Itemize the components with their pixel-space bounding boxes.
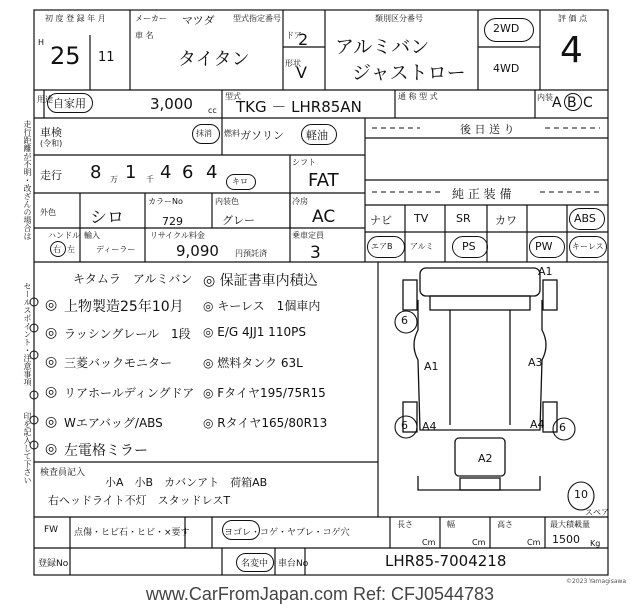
interior-grade-c: C <box>583 95 593 111</box>
ac-label: 冷房 <box>292 197 308 206</box>
height-label: 高さ <box>497 520 513 529</box>
max-load-unit: Kg <box>590 539 601 548</box>
note-1-right: ◎ 保証書車内積込 <box>203 273 318 289</box>
equip-ps: PS <box>462 240 476 253</box>
era-label: H <box>38 38 45 47</box>
body-name-2: ジャストロー <box>352 62 466 84</box>
site-footer: www.CarFromJapan.com Ref: CFJ0544783 <box>145 584 495 604</box>
width-label: 幅 <box>447 520 455 529</box>
maker: マツダ <box>182 14 215 27</box>
maker-label: メーカー <box>135 14 167 23</box>
capacity: 3 <box>310 243 321 263</box>
interior-color: グレー <box>222 214 255 227</box>
inspection-label: 車検 <box>40 126 62 139</box>
shape-label: 形状 <box>285 59 301 68</box>
equip-pw: PW <box>535 240 553 253</box>
note-1: キタムラ アルミバン <box>73 272 193 286</box>
shift-label: シフト <box>292 158 316 167</box>
cc-unit: cc <box>208 106 217 115</box>
damage-mark-a3-right: A3 <box>528 356 543 369</box>
width-unit: Cm <box>472 538 486 547</box>
drive-2wd: 2WD <box>493 22 520 35</box>
fuel-diesel: 軽油 <box>306 129 328 142</box>
note-3-right: ◎ E/G 4JJ1 110PS <box>203 325 306 339</box>
registration-year: 25 <box>50 42 81 70</box>
handle-left: 左 <box>67 245 75 254</box>
mileage-digit-1: 8 <box>90 162 102 183</box>
note-5: リアホールディングドア <box>64 386 195 400</box>
registration-no-label: 登録No <box>38 559 69 569</box>
spare-value: 10 <box>574 488 588 501</box>
spare-label: スペア <box>585 508 609 517</box>
note-6: Wエアバッグ/ABS <box>64 416 163 430</box>
model-designation-label: 型式指定番号 <box>233 14 281 23</box>
evaluation-score: 4 <box>560 30 583 71</box>
inspector-line-1: 小A 小B カバンアト 荷箱AB <box>105 476 268 489</box>
equip-navi: ナビ <box>370 214 392 227</box>
length-label: 長さ <box>397 520 413 529</box>
fw-label: FW <box>44 525 59 535</box>
exterior-color: シロ <box>90 208 124 228</box>
equip-airbag: エアB <box>371 242 393 251</box>
damage-mark-a4-right: A4 <box>530 418 545 431</box>
equip-leather: カワ <box>495 214 517 227</box>
max-load-label: 最大積載量 <box>550 520 590 529</box>
color-no: 729 <box>162 215 183 228</box>
equip-abs: ABS <box>574 212 596 225</box>
import-label: 輸入 <box>84 231 100 240</box>
name-change-label: 名変中 <box>241 559 269 569</box>
first-registration-label: 初 度 登 録 年 月 <box>45 14 106 23</box>
fuel-label: 燃料 <box>224 129 240 138</box>
note-2: 上物製造25年10月 <box>64 299 184 315</box>
recycle-label: リサイクル料金 <box>150 231 205 240</box>
car-name: タイタン <box>178 49 250 70</box>
handle-label: ハンドル <box>48 231 80 240</box>
inspector-watermark: ©2023 Yamagisawa <box>566 578 627 585</box>
chassis-number: LHR85-7004218 <box>385 552 507 570</box>
handle-right: 右 <box>53 245 61 254</box>
deregistered: 抹消 <box>196 129 212 138</box>
interior-grade-b: B <box>567 95 577 111</box>
mileage-digit-3: 4 <box>160 162 172 183</box>
fuel-gasoline: ガソリン <box>240 129 284 142</box>
height-unit: Cm <box>527 538 541 547</box>
max-load: 1500 <box>552 533 580 546</box>
note-7: 左電格ミラー <box>64 443 148 459</box>
mileage-label: 走行 <box>40 169 62 182</box>
damage-mark-6-rear-right: 6 <box>559 421 566 434</box>
length-unit: Cm <box>422 538 436 547</box>
damage-mark-6-rear-left: 6 <box>401 419 408 432</box>
inspector-line-2: 右ヘッドライト不灯 スタッドレスT <box>48 494 231 507</box>
note-2-mark: ◎ <box>45 297 58 313</box>
unit-sen: 千 <box>146 175 154 184</box>
common-type-label: 通 称 型 式 <box>398 92 438 101</box>
damage-mark-6-front: 6 <box>401 314 408 327</box>
car-name-label: 車 名 <box>135 31 154 40</box>
interior-label: 内装 <box>537 93 553 102</box>
note-6-mark: ◎ <box>45 414 58 430</box>
note-4: 三菱バックモニター <box>64 356 173 370</box>
shape: V <box>296 63 307 82</box>
ac: AC <box>312 207 336 227</box>
interior-color-label: 内装色 <box>215 197 239 206</box>
capacity-label: 乗車定員 <box>292 231 324 240</box>
use-label: 用途 <box>37 95 53 104</box>
score-label: 評 価 点 <box>558 14 588 23</box>
reiwa-label: (令和) <box>40 139 63 148</box>
mileage-digit-2: 1 <box>125 162 137 183</box>
damage-mark-a1-left: A1 <box>424 360 439 373</box>
class-number-label: 類別区分番号 <box>375 14 423 23</box>
door-count: 2 <box>298 30 309 49</box>
body-name-1: アルミバン <box>335 36 430 58</box>
note-5-mark: ◎ <box>45 384 58 400</box>
side-label-3: 印を記入して下さい <box>23 412 32 484</box>
equip-tv: TV <box>414 212 429 225</box>
color-no-label: カラーNo <box>148 197 183 206</box>
unit-km: キロ <box>232 177 248 186</box>
fw-items-2: ヨゴレ・コゲ・ヤブレ・コゲ穴 <box>224 528 350 538</box>
note-4-right: ◎ 燃料タンク 63L <box>203 356 303 370</box>
recycle-fee: 9,090 <box>176 242 219 260</box>
interior-grade-a: A <box>552 95 562 111</box>
equip-sr: SR <box>456 212 471 225</box>
equip-alloy: アルミ <box>410 242 434 251</box>
color-label: 外色 <box>40 208 56 217</box>
type-label: 型式 <box>225 92 241 101</box>
rear-seat-label: 後 日 送 り <box>460 123 515 136</box>
inspector-label: 検査員記入 <box>40 468 86 478</box>
side-label-1: 走行距離が不明・改ざんの場合は <box>23 120 32 240</box>
fw-items: 点傷・ヒビ石・ヒビ・×要す <box>74 528 190 538</box>
displacement: 3,000 <box>150 95 193 113</box>
registration-month: 11 <box>98 50 115 65</box>
note-5-right: ◎ Fタイヤ195/75R15 <box>203 386 326 400</box>
door-label: ドア <box>286 31 302 40</box>
damage-mark-a1-top: A1 <box>538 265 553 278</box>
equip-keyless: キーレス <box>572 242 604 251</box>
chassis-label: 車台No <box>278 559 309 569</box>
mileage-digit-5: 4 <box>206 162 218 183</box>
note-3-mark: ◎ <box>45 325 58 341</box>
import-dealer: ディーラー <box>96 245 136 254</box>
shift: FAT <box>308 170 339 191</box>
mileage-digit-4: 6 <box>182 162 194 183</box>
note-2-right: ◎ キーレス 1個車内 <box>203 299 321 313</box>
note-3: ラッシングレール 1段 <box>64 327 191 341</box>
damage-mark-a4-left: A4 <box>422 420 437 433</box>
damage-mark-a2-rear: A2 <box>478 452 493 465</box>
note-6-right: ◎ Rタイヤ165/80R13 <box>203 416 328 430</box>
use: 自家用 <box>53 97 86 110</box>
recycle-unit: 円預託済 <box>235 249 267 258</box>
note-4-mark: ◎ <box>45 354 58 370</box>
unit-man: 万 <box>110 175 118 184</box>
side-label-2: セールスポイント・注意事項 <box>23 282 32 386</box>
equipment-label: 純 正 装 備 <box>452 187 512 201</box>
note-7-mark: ◎ <box>45 441 58 457</box>
model-code: TKG － LHR85AN <box>236 98 362 116</box>
drive-4wd: 4WD <box>493 62 520 75</box>
